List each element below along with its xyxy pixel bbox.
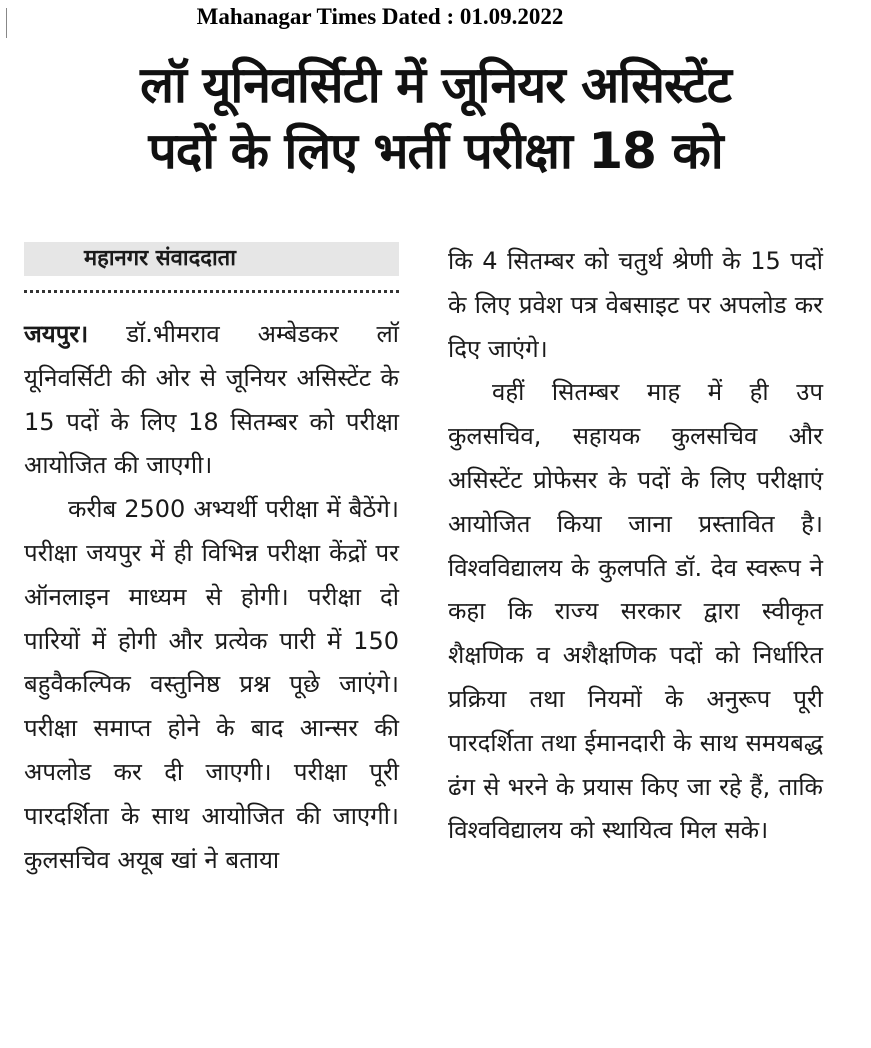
headline [18,52,853,184]
paragraph-3: वहीं सितम्बर माह में ही उप कुलसचिव, सहायक कुलसचिव और असिस्टेंट प्रोफेसर के पदों के लिए परीक्षाएं आयोजित किया जाना प्रस्तावित है। विश्वविद्यालय के कुलपति डॉ. देव स्वरूप ने कहा कि राज्य सरकार द्वारा स्वीकृत शैक्षणिक व अशैक्षणिक पदों को निर्धारित प्रक्रिया तथा नियमों के अनुरूप पूरी पारदर्शिता तथा ईमानदारी के साथ समयबद्ध ढंग से भरने के प्रयास किए जा रहे हैं, ताकि विश्वविद्यालय को स्थायित्व मिल सके। [448,378,823,845]
article-column-left [24,240,399,882]
article-column-right [448,240,823,853]
paragraph-1-text: डॉ.भीमराव अम्बेडकर लॉ यूनिवर्सिटी की ओर से जूनियर असिस्टेंट के 15 पदों के लिए 18 सितम्बर को परीक्षा आयोजित की जाएगी। [24,320,399,480]
dateline: Mahanagar Times Dated : 01.09.2022 [196,4,564,29]
paragraph-2: करीब 2500 अभ्यर्थी परीक्षा में बैठेंगे। परीक्षा जयपुर में ही विभिन्न परीक्षा केंद्रों पर ऑनलाइन माध्यम से होगी। परीक्षा दो पारियों में होगी और प्रत्येक पारी में 150 बहुवैकल्पिक वस्तुनिष्ठ प्रश्न पूछे जाएंगे। परीक्षा समाप्त होने के बाद आन्सर की अपलोड कर दी जाएगी। परीक्षा पूरी पारदर्शिता के साथ आयोजित की जाएगी। कुलसचिव अयूब खां ने बताया [24,495,399,874]
paragraph-2-continued: कि 4 सितम्बर को चतुर्थ श्रेणी के 15 पदों के लिए प्रवेश पत्र वेबसाइट पर अपलोड कर दिए जाएंगे। [448,247,823,363]
byline: महानगर संवाददाता [24,242,399,276]
headline-line-1: लॉ यूनिवर्सिटी में जूनियर असिस्टेंट [140,56,731,114]
dateline-place: जयपुर। [24,320,89,348]
paragraph-1 [24,313,399,488]
byline-divider [24,290,399,293]
headline-line-2: पदों के लिए भर्ती परीक्षा 18 को [148,122,723,180]
